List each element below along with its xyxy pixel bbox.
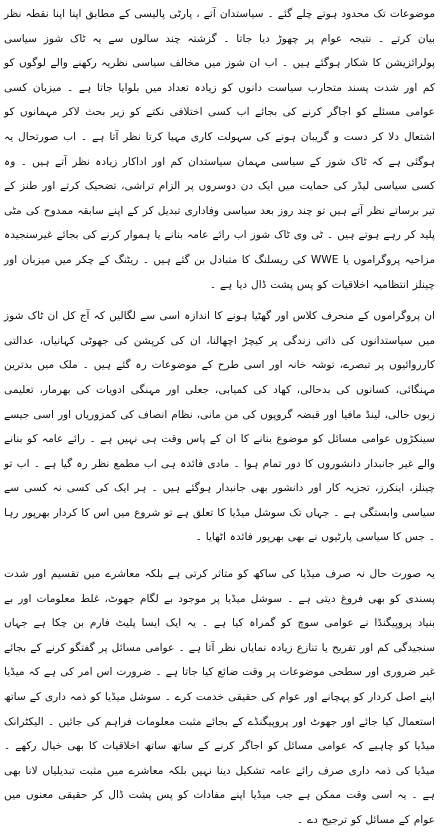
article-paragraph-1: موضوعات تک محدود ہوتے چلے گئے ۔ سیاستدان آتے ، پارٹی پالیسی کے مطابق اپنا اپنا نقطہ نظر بیان کرتے ۔ نتیجہ عوام پر چھوڑ دیا جاتا ۔ گزشتہ چند سالوں سے یہ ٹاک شوز سیاسی پولرائزیشن کا شکار ہوگئے ہیں ۔ اب ان شوز میں مخالف سیاسی نظریہ رکھنے والے لوگوں کو کم اور شدت پسند متحارب سیاست دانوں کو زیادہ تعداد میں بلوایا جاتا ہے ۔ میزبان کسی عوامی مسئلے کو اجاگر کرنے کی بجائے اب کسی اختلافی نکتے کو زیر بحث لاکر مہمانوں کو اشتعال دلا کر دست و گریبان ہونے کی سہولت کاری مہیا کرتا نظر آتا ہے ۔ اب صورتحال یہ ہوگئی ہے کہ ٹاک شوز کے سیاسی مہمان سیاستدان کم اور اداکار زیادہ نظر آتے ہیں ۔ وہ کسی سیاسی لیڈر کی حمایت میں ایک دن دوسروں پر الزام تراشی، تضحیک کرتے اور طنز کے تیر برساتے نظر آتے ہیں تو چند روز بعد سیاسی وفاداری تبدیل کر کے اپنے سابقہ ممدوح کی مٹی پلید کر رہے ہوتے ہیں ۔ ٹی وی ٹاک شوز اب رائے عامہ بنانے یا ہموار کرنے کی بجائے غیرسنجیدہ مزاحیہ پروگراموں یا WWE کی ریسلنگ کا متبادل بن گئے ہیں ۔ ریٹنگ کے چکر میں میزبان اور چینلز انتظامیہ اخلاقیات کو پس پشت ڈال دیا ہے ۔ — [4, 8, 435, 291]
article-paragraph-2: ان پروگراموں کے منحرف کلاس اور گھٹیا ہونے کا اندازہ اسی سے لگالیں کہ آج کل ان ٹاک شوز میں سیاستدانوں کی ذاتی زندگی پر کیچڑ اچھالنا، ان کی کرپشن کی جھوٹی کہانیاں، عدالتی کارروائیوں پر تبصرے، توشہ خانہ اور اسی طرح کے موضوعات رہ گئے ہیں ۔ ملک میں بدترین مہنگائی، کسانوں کی بدحالی، کھاد کی کمیابی، جعلی اور مہنگی ادویات کی بھرمار، تعلیمی زبوں حالی، لینڈ مافیا اور قبضہ گروپوں کی من مانی، نظام انصاف کی کمزوریاں اور اسی جیسے سینکڑوں عوامی مسائل کو موضوع بنانے کا ان کے پاس وقت ہی نہیں ہے ۔ رائے عامہ کو بنانے والے غیر جانبدار دانشوروں کا دور تمام ہوا ۔ مادی فائدہ ہی اب مطمع نظر رہ گیا ہے ۔ اب تو چینلز، اینکرز، تجزیہ کار اور دانشور بھی جانبدار ہوگئے ہیں ۔ ہر ایک کی کسی نہ کسی سے سیاسی وابستگی ہے ۔ جہاں تک سوشل میڈیا کا تعلق ہے تو شروع میں اس کا کردار بھرپور رہا ۔ جس کا سیاسی پارٹیوں نے بھی بھرپور فائدہ اٹھایا ۔ — [4, 310, 435, 544]
article-paragraph-3: یہ صورت حال نہ صرف میڈیا کی ساکھ کو متاثر کرتی ہے بلکہ معاشرے میں تقسیم اور شدت پسندی کو بھی فروغ دیتی ہے ۔ سوشل میڈیا پر موجود بے لگام جھوٹ، غلط معلومات اور بے بنیاد پروپیگنڈا نے عوامی سوچ کو گمراہ کیا ہے ۔ یہ ایک ایسا پلیٹ فارم بن چکا ہے جہاں سنجیدگی کم اور تفریح یا تنازع زیادہ نمایاں نظر آتا ہے ۔ عوامی مسائل پر گفتگو کرنے کے بجائے غیر ضروری اور سطحی موضوعات پر وقت ضائع کیا جاتا ہے ۔ ضرورت اس امر کی ہے کہ میڈیا اپنے اصل کردار کو پہچانے اور عوام کی حقیقی خدمت کرے ۔ سوشل میڈیا کو ذمہ داری کے ساتھ استعمال کیا جائے اور جھوٹ اور پروپیگنڈے کے بجائے مثبت معلومات فراہم کی جائیں ۔ الیکٹرانک میڈیا کو چاہیے کہ عوامی مسائل کو اجاگر کرنے کے ساتھ ساتھ اخلاقیات کا بھی خیال رکھے ۔ میڈیا کی ذمہ داری صرف رائے عامہ تشکیل دینا نہیں بلکہ معاشرے میں مثبت تبدیلیاں لانا بھی ہے ۔ یہ اسی وقت ممکن ہے جب میڈیا اپنے مفادات کو پس پشت ڈال کر حقیقی معنوں میں عوام کے مسائل کو ترجیح دے ۔ — [4, 568, 435, 826]
